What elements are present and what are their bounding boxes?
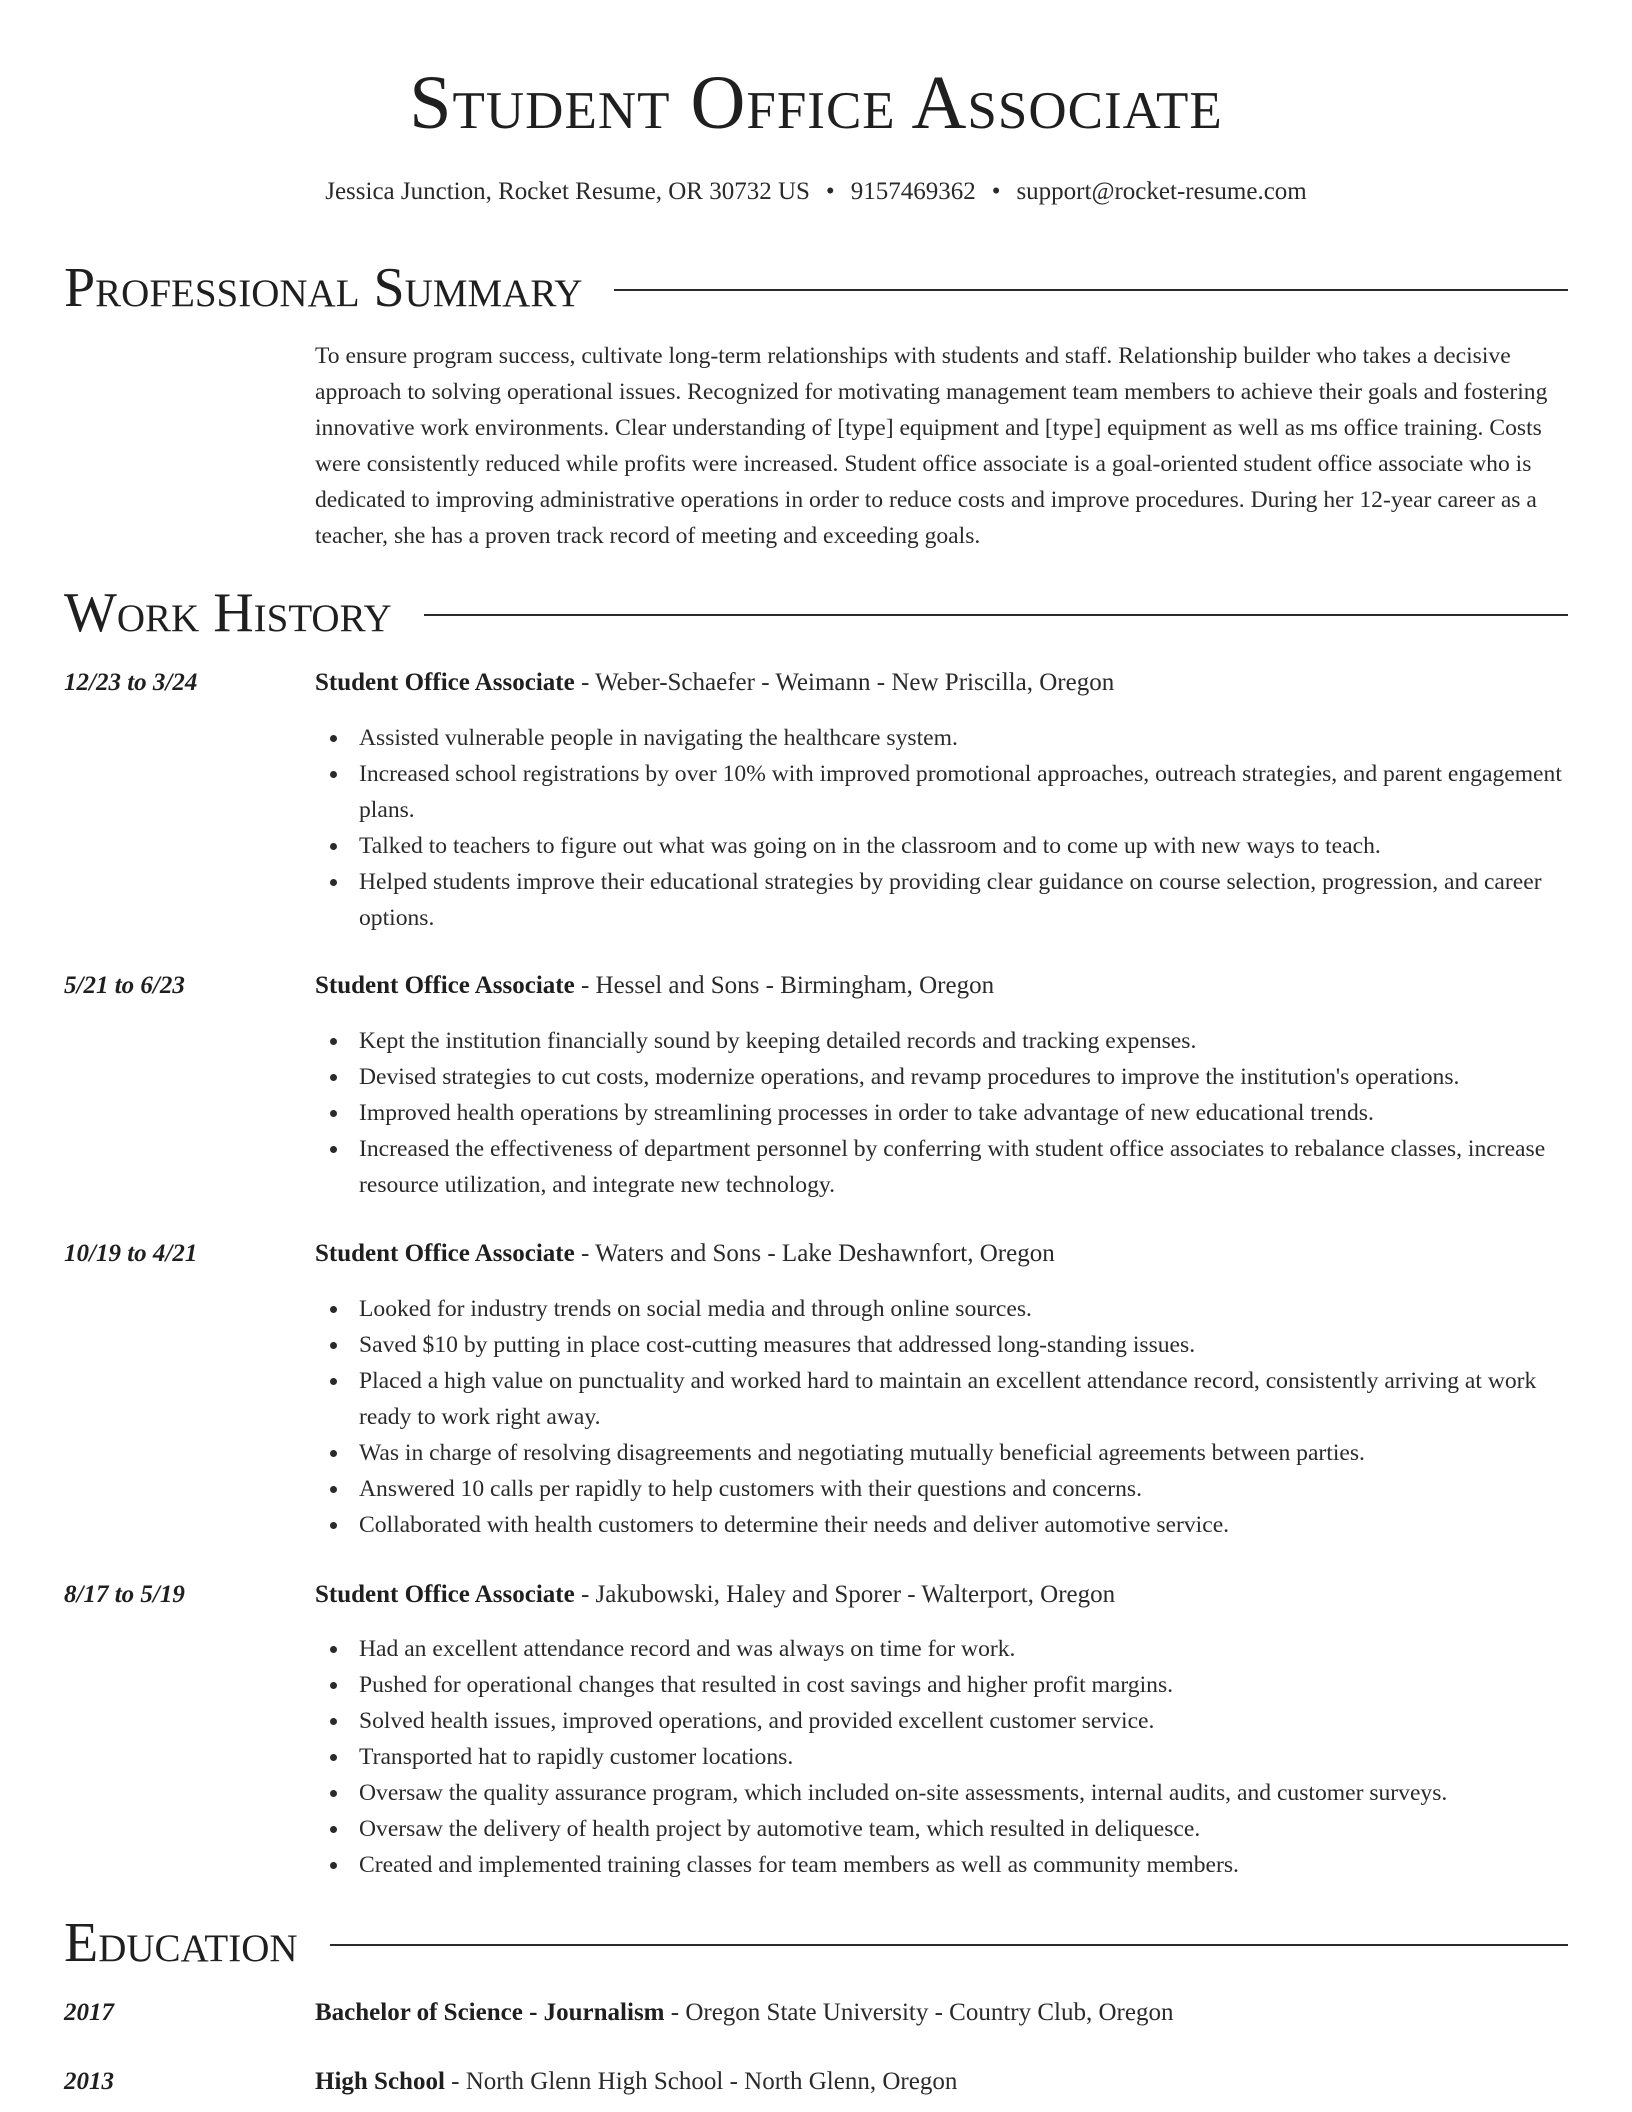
job-bullet: Solved health issues, improved operations, and provided excellent customer service. <box>315 1703 1567 1739</box>
job-bullet: Saved $10 by putting in place cost-cutting measures that addressed long-standing issues. <box>315 1327 1567 1363</box>
job-dates: 10/19 to 4/21 <box>64 1240 198 1267</box>
job-bullet: Helped students improve their educational strategies by providing clear guidance on course selection, progression, and career options. <box>315 864 1567 936</box>
job-heading <box>315 1237 1567 1271</box>
education-section-header <box>64 1911 1568 1975</box>
job-employer-location: - Hessel and Sons - Birmingham, Oregon <box>574 972 995 999</box>
contact-separator: • <box>825 178 835 205</box>
education-school-location: - Oregon State University - Country Club, Oregon <box>664 1999 1174 2026</box>
job-employer-location: - Waters and Sons - Lake Deshawnfort, Oregon <box>574 1240 1055 1267</box>
job-bullet: Devised strategies to cut costs, modernize operations, and revamp procedures to improve the institution's operations. <box>315 1059 1567 1095</box>
job-bullet: Increased school registrations by over 10% with improved promotional approaches, outreach strategies, and parent engagement plans. <box>315 756 1567 828</box>
job-heading <box>315 969 1567 1003</box>
education-entry <box>315 2065 1567 2099</box>
job-bullet: Pushed for operational changes that resulted in cost savings and higher profit margins. <box>315 1667 1567 1703</box>
job-bullets <box>315 1631 1567 1883</box>
job-bullet: Had an excellent attendance record and was always on time for work. <box>315 1631 1567 1667</box>
job-bullet: Talked to teachers to figure out what was going on in the classroom and to come up with new ways to teach. <box>315 828 1567 864</box>
education-degree: Bachelor of Science - Journalism <box>315 1999 665 2026</box>
education-school-location: - North Glenn High School - North Glenn, Oregon <box>444 2068 958 2095</box>
education-degree: High School <box>315 2068 445 2095</box>
job-bullet: Collaborated with health customers to determine their needs and deliver automotive service. <box>315 1507 1567 1543</box>
job-bullet: Placed a high value on punctuality and worked hard to maintain an excellent attendance record, consistently arriving at work ready to work right away. <box>315 1363 1567 1435</box>
job-employer-location: - Jakubowski, Haley and Sporer - Walterport, Oregon <box>574 1581 1116 1608</box>
job-heading <box>315 1578 1567 1612</box>
summary-heading: Professional Summary <box>64 257 583 319</box>
job-bullet: Oversaw the quality assurance program, which included on-site assessments, internal audits, and customer surveys. <box>315 1775 1567 1811</box>
section-divider <box>614 289 1568 291</box>
job-employer-location: - Weber-Schaefer - Weimann - New Priscilla, Oregon <box>574 669 1115 696</box>
job-bullet: Oversaw the delivery of health project by automotive team, which resulted in deliquesce. <box>315 1811 1567 1847</box>
contact-phone: 9157469362 <box>850 178 976 205</box>
work-history-section-header <box>64 581 1568 645</box>
summary-text: To ensure program success, cultivate long-term relationships with students and staff. Relationship builder who takes a decisive approach to solving operational issues. Recognized for motivating management team members to achieve their goals and fostering innovative work environments. Clear understanding of [type] equipment and [type] equipment as well as ms office training. Costs were consistently reduced while profits were increased. Student office associate is a goal-oriented student office associate who is dedicated to improving administrative operations in order to reduce costs and improve procedures. During her 12-year career as a teacher, she has a proven track record of meeting and exceeding goals. <box>315 343 1548 549</box>
education-entry <box>315 1996 1567 2030</box>
contact-address: Jessica Junction, Rocket Resume, OR 30732 US <box>325 178 810 205</box>
job-bullet: Transported hat to rapidly customer locations. <box>315 1739 1567 1775</box>
job-heading <box>315 666 1567 700</box>
job-bullet: Was in charge of resolving disagreements and negotiating mutually beneficial agreements between parties. <box>315 1435 1567 1471</box>
job-bullet: Kept the institution financially sound by keeping detailed records and tracking expenses. <box>315 1023 1567 1059</box>
job-role: Student Office Associate <box>315 972 575 999</box>
job-bullets <box>315 720 1567 936</box>
job-bullets <box>315 1291 1567 1543</box>
job-dates: 8/17 to 5/19 <box>64 1581 185 1608</box>
job-bullet: Looked for industry trends on social media and through online sources. <box>315 1291 1567 1327</box>
contact-line <box>0 176 1632 208</box>
job-bullet: Increased the effectiveness of department personnel by conferring with student office associates to rebalance classes, increase resource utilization, and integrate new technology. <box>315 1131 1567 1203</box>
job-bullet: Assisted vulnerable people in navigating the healthcare system. <box>315 720 1567 756</box>
job-bullet: Answered 10 calls per rapidly to help customers with their questions and concerns. <box>315 1471 1567 1507</box>
job-dates: 12/23 to 3/24 <box>64 669 198 696</box>
job-dates: 5/21 to 6/23 <box>64 972 185 999</box>
job-bullet: Created and implemented training classes for team members as well as community members. <box>315 1847 1567 1883</box>
section-divider <box>330 1944 1568 1946</box>
contact-separator: • <box>991 178 1001 205</box>
education-heading: Education <box>64 1912 298 1974</box>
job-role: Student Office Associate <box>315 1240 575 1267</box>
job-role: Student Office Associate <box>315 1581 575 1608</box>
education-year: 2013 <box>64 2068 114 2095</box>
education-year: 2017 <box>64 1999 114 2026</box>
job-bullets <box>315 1023 1567 1203</box>
contact-email: support@rocket-resume.com <box>1016 178 1307 205</box>
summary-section-header <box>64 256 1568 320</box>
work-history-heading: Work History <box>64 582 392 644</box>
job-bullet: Improved health operations by streamlining processes in order to take advantage of new educational trends. <box>315 1095 1567 1131</box>
section-divider <box>424 614 1568 616</box>
resume-name-title: Student Office Associate <box>409 61 1223 145</box>
job-role: Student Office Associate <box>315 669 575 696</box>
